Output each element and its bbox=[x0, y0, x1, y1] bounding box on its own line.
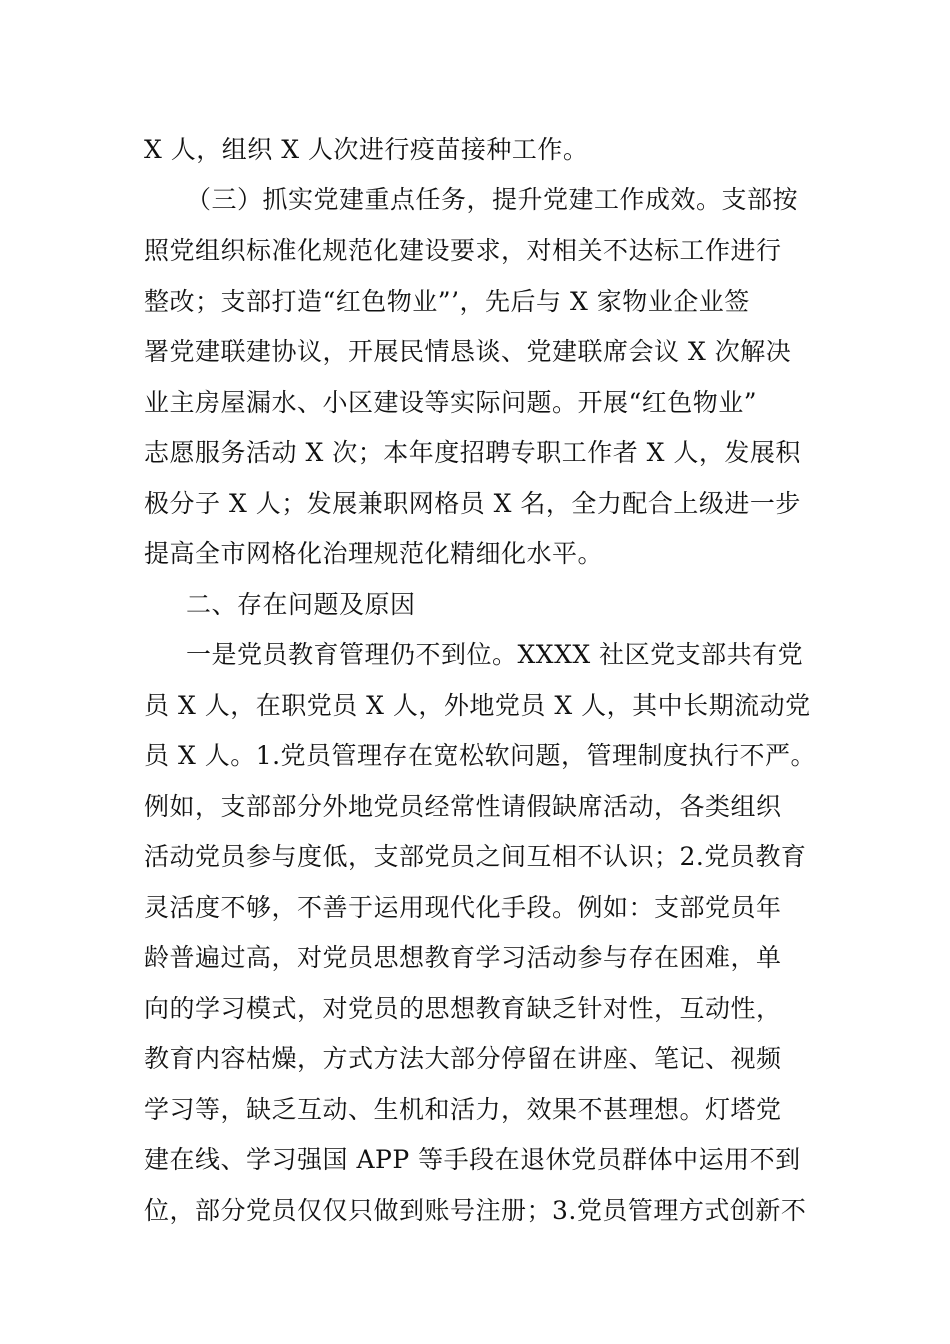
text-line-6: 业主房屋漏水、小区建设等实际问题。开展“红色物业” bbox=[144, 388, 758, 417]
text-line-13: 员 X 人。1.党员管理存在宽松软问题，管理制度执行不严。 bbox=[144, 741, 817, 770]
text-line-1: X 人，组织 X 人次进行疫苗接种工作。 bbox=[144, 135, 589, 164]
text-line-17: 龄普遍过高，对党员思想教育学习活动参与存在困难，单 bbox=[144, 943, 782, 972]
text-line-19: 教育内容枯燥，方式方法大部分停留在讲座、笔记、视频 bbox=[144, 1044, 782, 1073]
text-line-9: 提高全市网格化治理规范化精细化水平。 bbox=[144, 539, 604, 568]
text-line-4: 整改；支部打造“红色物业”’，先后与 X 家物业企业签 bbox=[144, 287, 750, 316]
text-line-16: 灵活度不够，不善于运用现代化手段。例如：支部党员年 bbox=[144, 893, 782, 922]
text-line-15: 活动党员参与度低，支部党员之间互相不认识；2.党员教育 bbox=[144, 842, 807, 871]
text-line-3: 照党组织标准化规范化建设要求，对相关不达标工作进行 bbox=[144, 236, 782, 265]
text-line-14: 例如，支部部分外地党员经常性请假缺席活动，各类组织 bbox=[144, 792, 782, 821]
text-line-22: 位，部分党员仅仅只做到账号注册；3.党员管理方式创新不 bbox=[144, 1196, 807, 1225]
text-line-11: 一是党员教育管理仍不到位。XXXX 社区党支部共有党 bbox=[186, 640, 804, 669]
text-line-2: （三）抓实党建重点任务，提升党建工作成效。支部按 bbox=[186, 185, 799, 214]
text-line-21: 建在线、学习强国 APP 等手段在退休党员群体中运用不到 bbox=[144, 1145, 801, 1174]
text-line-8: 极分子 X 人；发展兼职网格员 X 名，全力配合上级进一步 bbox=[144, 489, 801, 518]
text-line-20: 学习等，缺乏互动、生机和活力，效果不甚理想。灯塔党 bbox=[144, 1095, 782, 1124]
section-heading: 二、存在问题及原因 bbox=[186, 590, 416, 619]
text-line-5: 署党建联建协议，开展民情恳谈、党建联席会议 X 次解决 bbox=[144, 337, 792, 366]
text-line-18: 向的学习模式，对党员的思想教育缺乏针对性，互动性， bbox=[144, 994, 782, 1023]
text-line-12: 员 X 人，在职党员 X 人，外地党员 X 人，其中长期流动党 bbox=[144, 691, 811, 720]
text-line-7: 志愿服务活动 X 次；本年度招聘专职工作者 X 人，发展积 bbox=[144, 438, 801, 467]
